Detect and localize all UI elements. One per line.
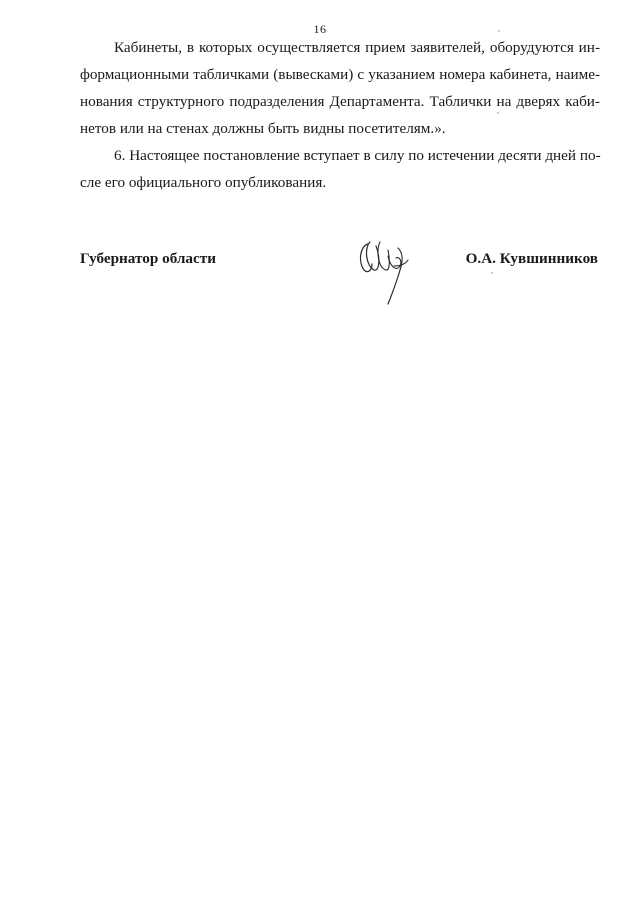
paragraph-2-line-1: 6. Настоящее постановление вступает в силу по истечении десяти дней по-: [114, 147, 601, 164]
handwritten-signature: [354, 226, 414, 308]
scan-speck: [491, 272, 493, 274]
scan-speck: [498, 30, 500, 32]
paragraph-1-line-1: Кабинеты, в которых осуществляется прием заявителей, оборудуются ин-: [114, 39, 600, 56]
paragraph-1-line-4: нетов или на стенах должны быть видны посетителям.».: [80, 120, 446, 137]
paragraph-1-line-2: формационными табличками (вывесками) с указанием номера кабинета, наиме-: [80, 66, 600, 83]
signatory-name: О.А. Кувшинников: [465, 250, 598, 267]
scan-speck: [497, 112, 499, 114]
paragraph-1-line-3: нования структурного подразделения Департамента. Таблички на дверях каби-: [80, 93, 600, 110]
signatory-title: Губернатор области: [80, 250, 216, 267]
paragraph-2-line-2: сле его официального опубликования.: [80, 174, 327, 191]
page-number: 16: [313, 22, 327, 36]
